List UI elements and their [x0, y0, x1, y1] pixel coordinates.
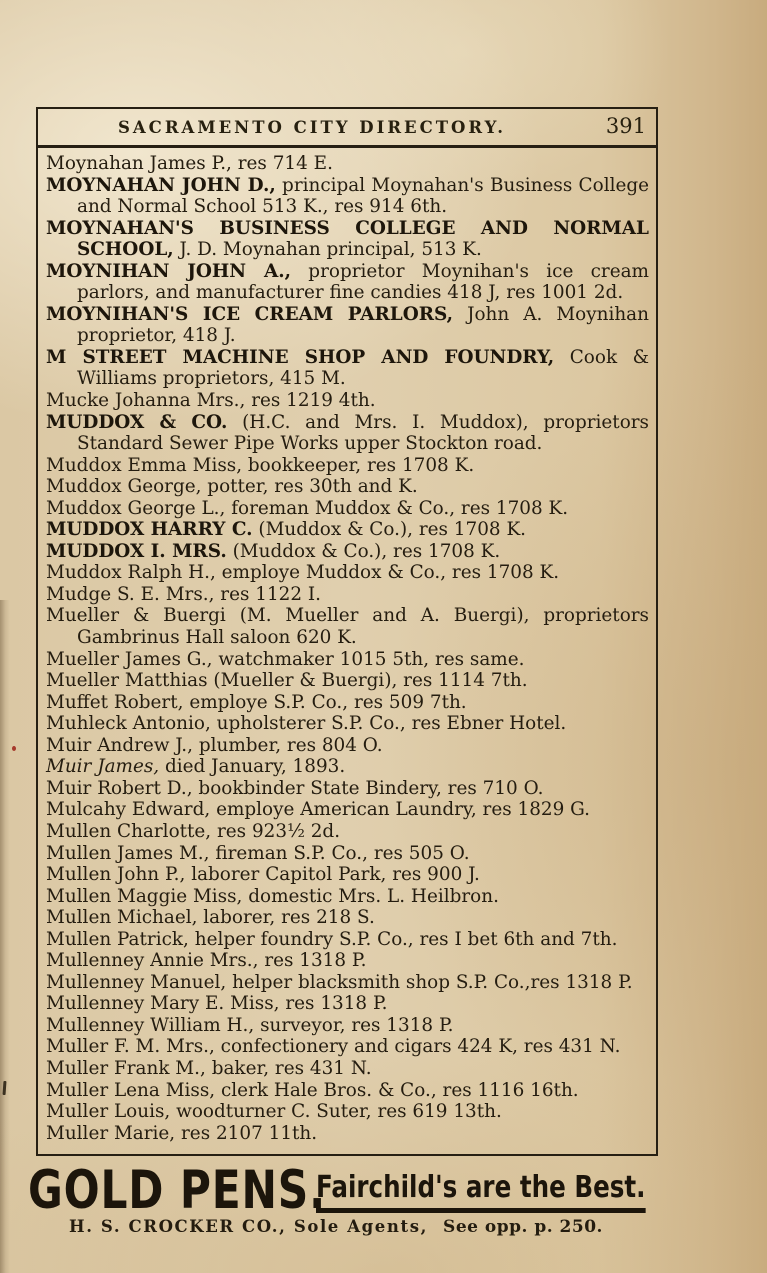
- directory-entry: [46, 1101, 649, 1123]
- red-speck: [12, 746, 16, 751]
- page-header: [38, 109, 656, 148]
- directory-entries-list: [38, 148, 656, 1144]
- entry-details: res 1219 4th.: [245, 390, 376, 412]
- directory-entry: [46, 1080, 649, 1102]
- entry-name: Muller Frank M.,: [46, 1057, 206, 1079]
- entry-name: M STREET MACHINE SHOP AND FOUNDRY,: [46, 346, 555, 368]
- directory-entry: [46, 605, 649, 648]
- entry-name: MOYNIHAN JOHN A.,: [46, 260, 292, 282]
- page-title: SACRAMENTO CITY DIRECTORY.: [117, 118, 507, 137]
- entry-details: fireman S.P. Co., res 505 O.: [209, 842, 470, 864]
- directory-entry: [46, 347, 649, 390]
- entry-details: res 923½ 2d.: [211, 820, 341, 842]
- directory-entry: [46, 261, 649, 304]
- entry-name: Mullenney William H.,: [46, 1014, 255, 1036]
- directory-entry: [46, 778, 649, 800]
- entry-details: upholsterer S.P. Co., res Ebner Hotel.: [210, 713, 567, 735]
- directory-entry: [46, 799, 649, 821]
- entry-details: died January, 1893.: [159, 756, 346, 778]
- directory-entry: [46, 390, 649, 412]
- entry-details: employe S.P. Co., res 509 7th.: [183, 691, 467, 713]
- entry-name: Mulcahy Edward,: [46, 799, 211, 821]
- entry-details: helper blacksmith shop S.P. Co.,res 1318 P.: [226, 971, 633, 993]
- ad-crocker-agents-text: H. S. CROCKER CO., Sole Agents,: [69, 1217, 428, 1236]
- ad-gold-pens-text: GOLD PENS.: [28, 1160, 326, 1221]
- entry-name: Mudge S. E. Mrs.,: [46, 583, 215, 605]
- entry-details: res 714 E.: [231, 153, 333, 174]
- entry-details: res 2107 11th.: [175, 1122, 318, 1144]
- directory-entry: [46, 843, 649, 865]
- directory-entry: [46, 218, 649, 261]
- directory-entry: [46, 455, 649, 477]
- entry-name: Mueller Matthias: [46, 670, 208, 692]
- entry-details: John A. Moynihan proprietor, 418 J.: [77, 303, 649, 347]
- entry-details: principal Moynahan's Business College and Normal School 513 K., res 914 6th.: [77, 174, 649, 218]
- entry-name: Muir Andrew J.,: [46, 734, 193, 756]
- directory-entry: [46, 735, 649, 757]
- entry-name: Muller Lena Miss,: [46, 1079, 216, 1101]
- directory-entry: [46, 864, 649, 886]
- entry-name: MOYNIHAN'S ICE CREAM PARLORS,: [46, 303, 454, 325]
- entry-details: domestic Mrs. L. Heilbron.: [242, 885, 499, 907]
- entry-details: woodturner C. Suter, res 619 13th.: [170, 1101, 502, 1123]
- entry-details: res 1318 P.: [279, 993, 388, 1015]
- entry-name: Mullen John P.,: [46, 864, 186, 886]
- directory-entry: [46, 692, 649, 714]
- entry-name: Mullen Maggie Miss,: [46, 885, 243, 907]
- entry-name: MUDDOX HARRY C.: [46, 519, 253, 541]
- entry-details: foreman Muddox & Co., res 1708 K.: [225, 497, 569, 519]
- directory-entry: [46, 670, 649, 692]
- entry-details: bookkeeper, res 1708 K.: [242, 454, 475, 476]
- ad-fairchilds-tagline: Fairchild's are the Best.: [316, 1169, 646, 1213]
- entry-name: Muddox George L.,: [46, 497, 226, 519]
- entry-name: Muddox Ralph H.,: [46, 562, 216, 584]
- entry-name: Mucke Johanna Mrs.,: [46, 390, 246, 412]
- entry-details: plumber, res 804 O.: [193, 734, 383, 756]
- ad-see-opposite-page-text: See opp. p. 250.: [443, 1217, 603, 1237]
- entry-details: employe Muddox & Co., res 1708 K.: [215, 562, 560, 584]
- entry-name: Mullenney Annie Mrs.,: [46, 950, 259, 972]
- entry-name: Muhleck Antonio,: [46, 713, 211, 735]
- entry-name: Muffet Robert,: [46, 691, 184, 713]
- directory-entry: [46, 412, 649, 455]
- entry-details: laborer Capitol Park, res 900 J.: [185, 864, 480, 886]
- entry-details: bookbinder State Bindery, res 710 O.: [192, 777, 544, 799]
- directory-entry: [46, 519, 649, 541]
- directory-entry: [46, 304, 649, 347]
- entry-name: Mueller James G.,: [46, 648, 213, 670]
- entry-name: Mullen Michael,: [46, 907, 198, 929]
- entry-name: Muller Louis,: [46, 1101, 171, 1123]
- entry-name: Muller F. M. Mrs.,: [46, 1036, 215, 1058]
- directory-entry: [46, 1123, 649, 1145]
- entry-details: confectionery and cigars 424 K, res 431 N.: [214, 1036, 621, 1058]
- directory-entry: [46, 1015, 649, 1037]
- directory-entry: [46, 1058, 649, 1080]
- directory-entry: [46, 713, 649, 735]
- entry-name: Mullen James M.,: [46, 842, 210, 864]
- directory-entry: [46, 1036, 649, 1058]
- entry-name: Muller Marie,: [46, 1122, 176, 1144]
- entry-details: proprietor Moynihan's ice cream parlors, and manufacturer fine candies 418 J, res 1001 2d.: [77, 260, 649, 304]
- entry-name: Muddox Emma Miss,: [46, 454, 243, 476]
- page-number: 391: [605, 114, 646, 138]
- entry-name: Mullenney Mary E. Miss,: [46, 993, 280, 1015]
- directory-entry: [46, 929, 649, 951]
- directory-entry: [46, 476, 649, 498]
- entry-details: watchmaker 1015 5th, res same.: [212, 648, 525, 670]
- entry-details: (M. Mueller and A. Buergi), proprietors Gambrinus Hall saloon 620 K.: [77, 605, 649, 649]
- entry-name: Muddox George,: [46, 476, 202, 498]
- directory-entry: [46, 153, 649, 175]
- entry-name: MOYNAHAN JOHN D.,: [46, 174, 276, 196]
- entry-details: employe American Laundry, res 1829 G.: [210, 799, 591, 821]
- directory-entry: [46, 649, 649, 671]
- entry-name: Mullen Patrick,: [46, 928, 189, 950]
- directory-page-frame: [36, 107, 658, 1156]
- directory-entry: [46, 950, 649, 972]
- directory-entry: [46, 756, 649, 778]
- ad-agents-line: [36, 1217, 636, 1237]
- directory-entry: [46, 584, 649, 606]
- entry-name: MUDDOX & CO.: [46, 411, 228, 433]
- entry-details: surveyor, res 1318 P.: [254, 1014, 454, 1036]
- directory-entry: [46, 821, 649, 843]
- entry-details: (H.C. and Mrs. I. Muddox), proprietors Standard Sewer Pipe Works upper Stockton road.: [77, 411, 649, 455]
- entry-name: Muir Robert D.,: [46, 777, 193, 799]
- page-spine-shadow: [0, 600, 10, 1273]
- directory-entry: [46, 972, 649, 994]
- entry-name: Muir James,: [46, 756, 160, 778]
- entry-details: laborer, res 218 S.: [197, 907, 375, 929]
- directory-entry: [46, 907, 649, 929]
- entry-details: res 1122 I.: [214, 583, 322, 605]
- directory-entry: [46, 175, 649, 218]
- entry-details: potter, res 30th and K.: [201, 476, 418, 498]
- directory-entry: [46, 541, 649, 563]
- directory-entry: [46, 498, 649, 520]
- entry-name: Mueller & Buergi: [46, 605, 226, 627]
- entry-details: J. D. Moynahan principal, 513 K.: [173, 239, 482, 261]
- entry-name: Mullen Charlotte,: [46, 820, 212, 842]
- entry-details: helper foundry S.P. Co., res I bet 6th and 7th.: [188, 928, 618, 950]
- entry-details: (Muddox & Co.), res 1708 K.: [226, 540, 501, 562]
- entry-details: Cook & Williams proprietors, 415 M.: [77, 346, 650, 390]
- directory-entry: [46, 993, 649, 1015]
- entry-details: (Muddox & Co.), res 1708 K.: [252, 519, 527, 541]
- entry-name: Moynahan James P.,: [46, 153, 232, 174]
- entry-details: clerk Hale Bros. & Co., res 1116 16th.: [215, 1079, 579, 1101]
- entry-name: MOYNAHAN'S BUSINESS COLLEGE AND NORMAL SCHOOL,: [46, 217, 649, 261]
- entry-details: res 1318 P.: [258, 950, 367, 972]
- entry-details: baker, res 431 N.: [205, 1057, 372, 1079]
- entry-name: MUDDOX I. MRS.: [46, 540, 227, 562]
- entry-name: Mullenney Manuel,: [46, 971, 227, 993]
- entry-details: (Mueller & Buergi), res 1114 7th.: [207, 670, 528, 692]
- directory-entry: [46, 562, 649, 584]
- directory-entry: [46, 886, 649, 908]
